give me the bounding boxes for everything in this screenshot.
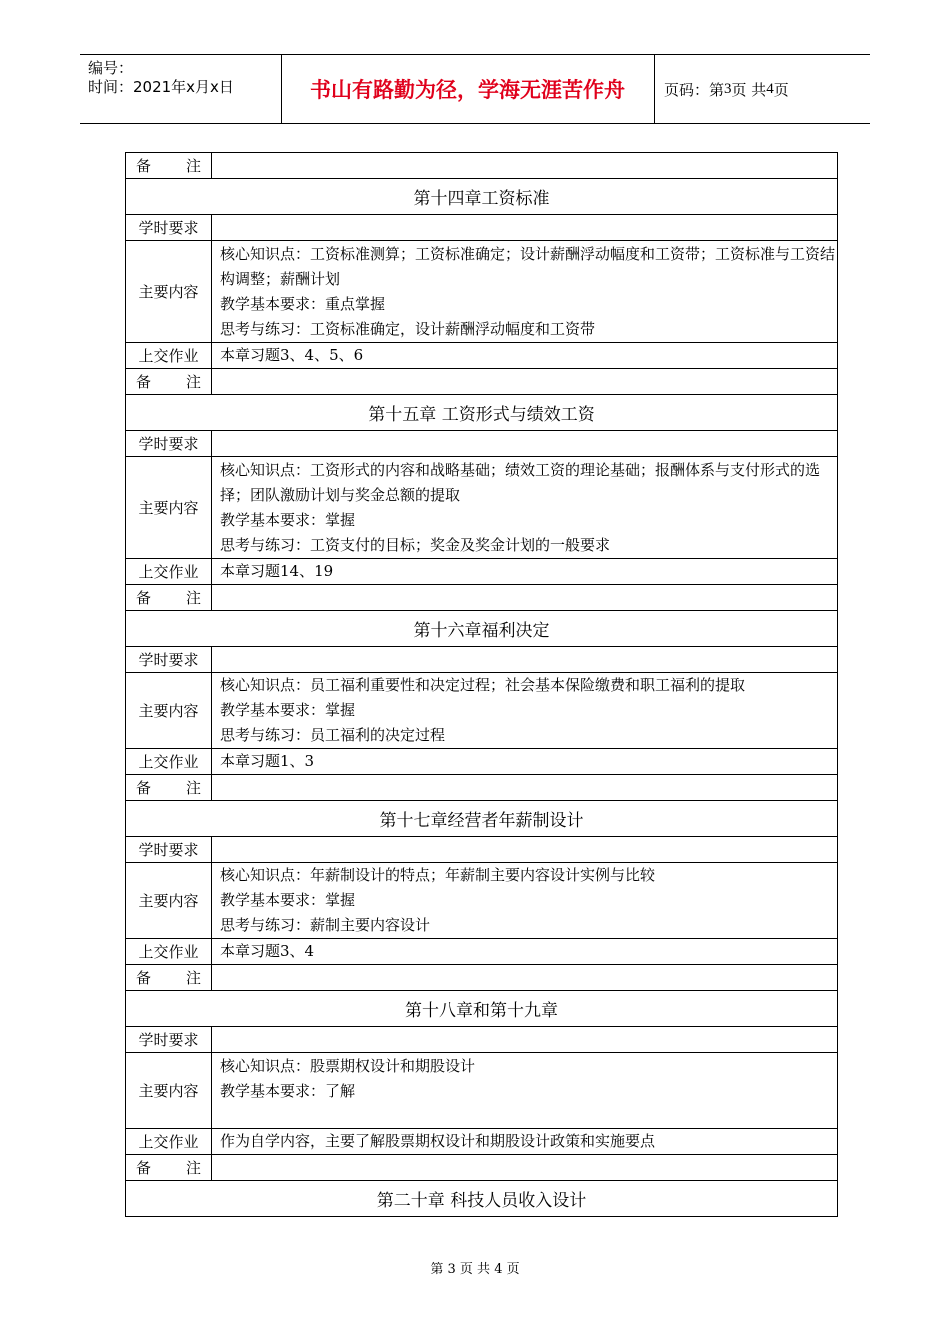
- homework-cell: 本章习题14、19: [212, 559, 838, 585]
- hours-label: 学时要求: [126, 837, 212, 863]
- table-row: [126, 457, 838, 559]
- content-line: 教学基本要求：掌握: [220, 701, 356, 719]
- table-row: [126, 749, 838, 775]
- table-row: [126, 775, 838, 801]
- content-label: 主要内容: [126, 863, 212, 939]
- header-divider: [654, 55, 655, 123]
- content-line: 教学基本要求：掌握: [220, 510, 356, 529]
- header-motto: 书山有路勤为径，学海无涯苦作舟: [310, 78, 625, 102]
- page-label: 页码：第: [664, 80, 725, 99]
- page-total: 4: [766, 80, 774, 97]
- content-label: 主要内容: [126, 1053, 212, 1129]
- table-row: [126, 1027, 838, 1053]
- chapter-title-row: [126, 179, 838, 215]
- chapter-title-row: [126, 991, 838, 1027]
- table-row: [126, 585, 838, 611]
- table-row: [126, 343, 838, 369]
- remarks-label: 备注: [126, 1155, 212, 1181]
- table-row: [126, 431, 838, 457]
- page-footer: 第 3 页 共 4 页: [430, 1262, 520, 1277]
- content-line: 思考与练习：工资标准确定，设计薪酬浮动幅度和工资带: [220, 319, 596, 338]
- page-mid: 页 共: [731, 80, 767, 99]
- hours-cell: [212, 1027, 838, 1053]
- content-line: 教学基本要求：了解: [220, 1082, 356, 1100]
- remarks-cell: [212, 153, 838, 179]
- table-row: [126, 215, 838, 241]
- remarks-label: 备注: [126, 775, 212, 801]
- remarks-cell: [212, 965, 838, 991]
- page-end: 页: [773, 80, 789, 99]
- table-row: [126, 647, 838, 673]
- table-row: [126, 939, 838, 965]
- content-label: 主要内容: [126, 673, 212, 749]
- content-line: 教学基本要求：重点掌握: [220, 294, 386, 313]
- remarks-cell: [212, 585, 838, 611]
- content-cell: [212, 457, 838, 559]
- document-date: 时间：2021年x月x日: [88, 78, 234, 96]
- remarks-label: 备注: [126, 585, 212, 611]
- hours-cell: [212, 215, 838, 241]
- remarks-cell: [212, 1155, 838, 1181]
- table-row: [126, 153, 838, 179]
- homework-label: 上交作业: [126, 749, 212, 775]
- homework-label: 上交作业: [126, 559, 212, 585]
- content-line: 思考与练习：员工福利的决定过程: [220, 726, 446, 744]
- content-line: 教学基本要求：掌握: [220, 891, 356, 909]
- chapter-title-row: [126, 395, 838, 431]
- page-header: [80, 54, 870, 124]
- chapter-title: 第十六章福利决定: [126, 611, 838, 647]
- content-line: 思考与练习：薪制主要内容设计: [220, 916, 431, 934]
- homework-label: 上交作业: [126, 343, 212, 369]
- content-line: 思考与练习：工资支付的目标；奖金及奖金计划的一般要求: [220, 535, 611, 554]
- document-number-label: 编号：: [88, 59, 134, 77]
- header-meta: [88, 59, 278, 97]
- content-cell: [212, 863, 838, 939]
- content-cell: [212, 1053, 838, 1129]
- homework-label: 上交作业: [126, 939, 212, 965]
- content-cell: [212, 673, 838, 749]
- chapter-title: 第二十章 科技人员收入设计: [126, 1181, 838, 1217]
- table-row: [126, 1129, 838, 1155]
- chapter-title-row: [126, 611, 838, 647]
- content-cell: [212, 241, 838, 343]
- chapter-title: 第十四章工资标准: [126, 179, 838, 215]
- table-row: [126, 1155, 838, 1181]
- hours-cell: [212, 431, 838, 457]
- homework-cell: 本章习题1、3: [212, 749, 838, 775]
- homework-cell: 本章习题3、4: [212, 939, 838, 965]
- hours-label: 学时要求: [126, 431, 212, 457]
- syllabus-table: [125, 152, 838, 1217]
- chapter-title-row: [126, 1181, 838, 1217]
- remarks-label: 备注: [126, 153, 212, 179]
- content-line: 核心知识点：工资形式的内容和战略基础；绩效工资的理论基础；报酬体系与支付形式的选择；团队激励计划与奖金总额的提取: [220, 460, 821, 504]
- chapter-title-row: [126, 801, 838, 837]
- content-line: 核心知识点：工资标准测算；工资标准确定；设计薪酬浮动幅度和工资带；工资标准与工资结构调整；薪酬计划: [220, 244, 836, 288]
- homework-label: 上交作业: [126, 1129, 212, 1155]
- table-row: [126, 559, 838, 585]
- content-label: 主要内容: [126, 241, 212, 343]
- hours-label: 学时要求: [126, 215, 212, 241]
- table-row: [126, 1053, 838, 1129]
- chapter-title: 第十八章和第十九章: [126, 991, 838, 1027]
- hours-cell: [212, 837, 838, 863]
- table-row: [126, 673, 838, 749]
- content-line: 核心知识点：年薪制设计的特点；年薪制主要内容设计实例与比较: [220, 866, 656, 884]
- table-row: [126, 369, 838, 395]
- content-label: 主要内容: [126, 457, 212, 559]
- hours-label: 学时要求: [126, 1027, 212, 1053]
- content-line: 核心知识点：员工福利重要性和决定过程；社会基本保险缴费和职工福利的提取: [220, 676, 746, 694]
- table-row: [126, 965, 838, 991]
- remarks-label: 备注: [126, 965, 212, 991]
- remarks-label: 备注: [126, 369, 212, 395]
- table-row: [126, 863, 838, 939]
- hours-cell: [212, 647, 838, 673]
- content-line: 核心知识点：股票期权设计和期股设计: [220, 1057, 476, 1075]
- chapter-title: 第十七章经营者年薪制设计: [126, 801, 838, 837]
- table-row: [126, 837, 838, 863]
- homework-cell: 本章习题3、4、5、6: [212, 343, 838, 369]
- remarks-cell: [212, 369, 838, 395]
- chapter-title: 第十五章 工资形式与绩效工资: [126, 395, 838, 431]
- homework-cell: 作为自学内容，主要了解股票期权设计和期股设计政策和实施要点: [212, 1129, 838, 1155]
- table-row: [126, 241, 838, 343]
- page-current: 3: [724, 80, 732, 97]
- header-page-indicator: [664, 55, 789, 123]
- hours-label: 学时要求: [126, 647, 212, 673]
- remarks-cell: [212, 775, 838, 801]
